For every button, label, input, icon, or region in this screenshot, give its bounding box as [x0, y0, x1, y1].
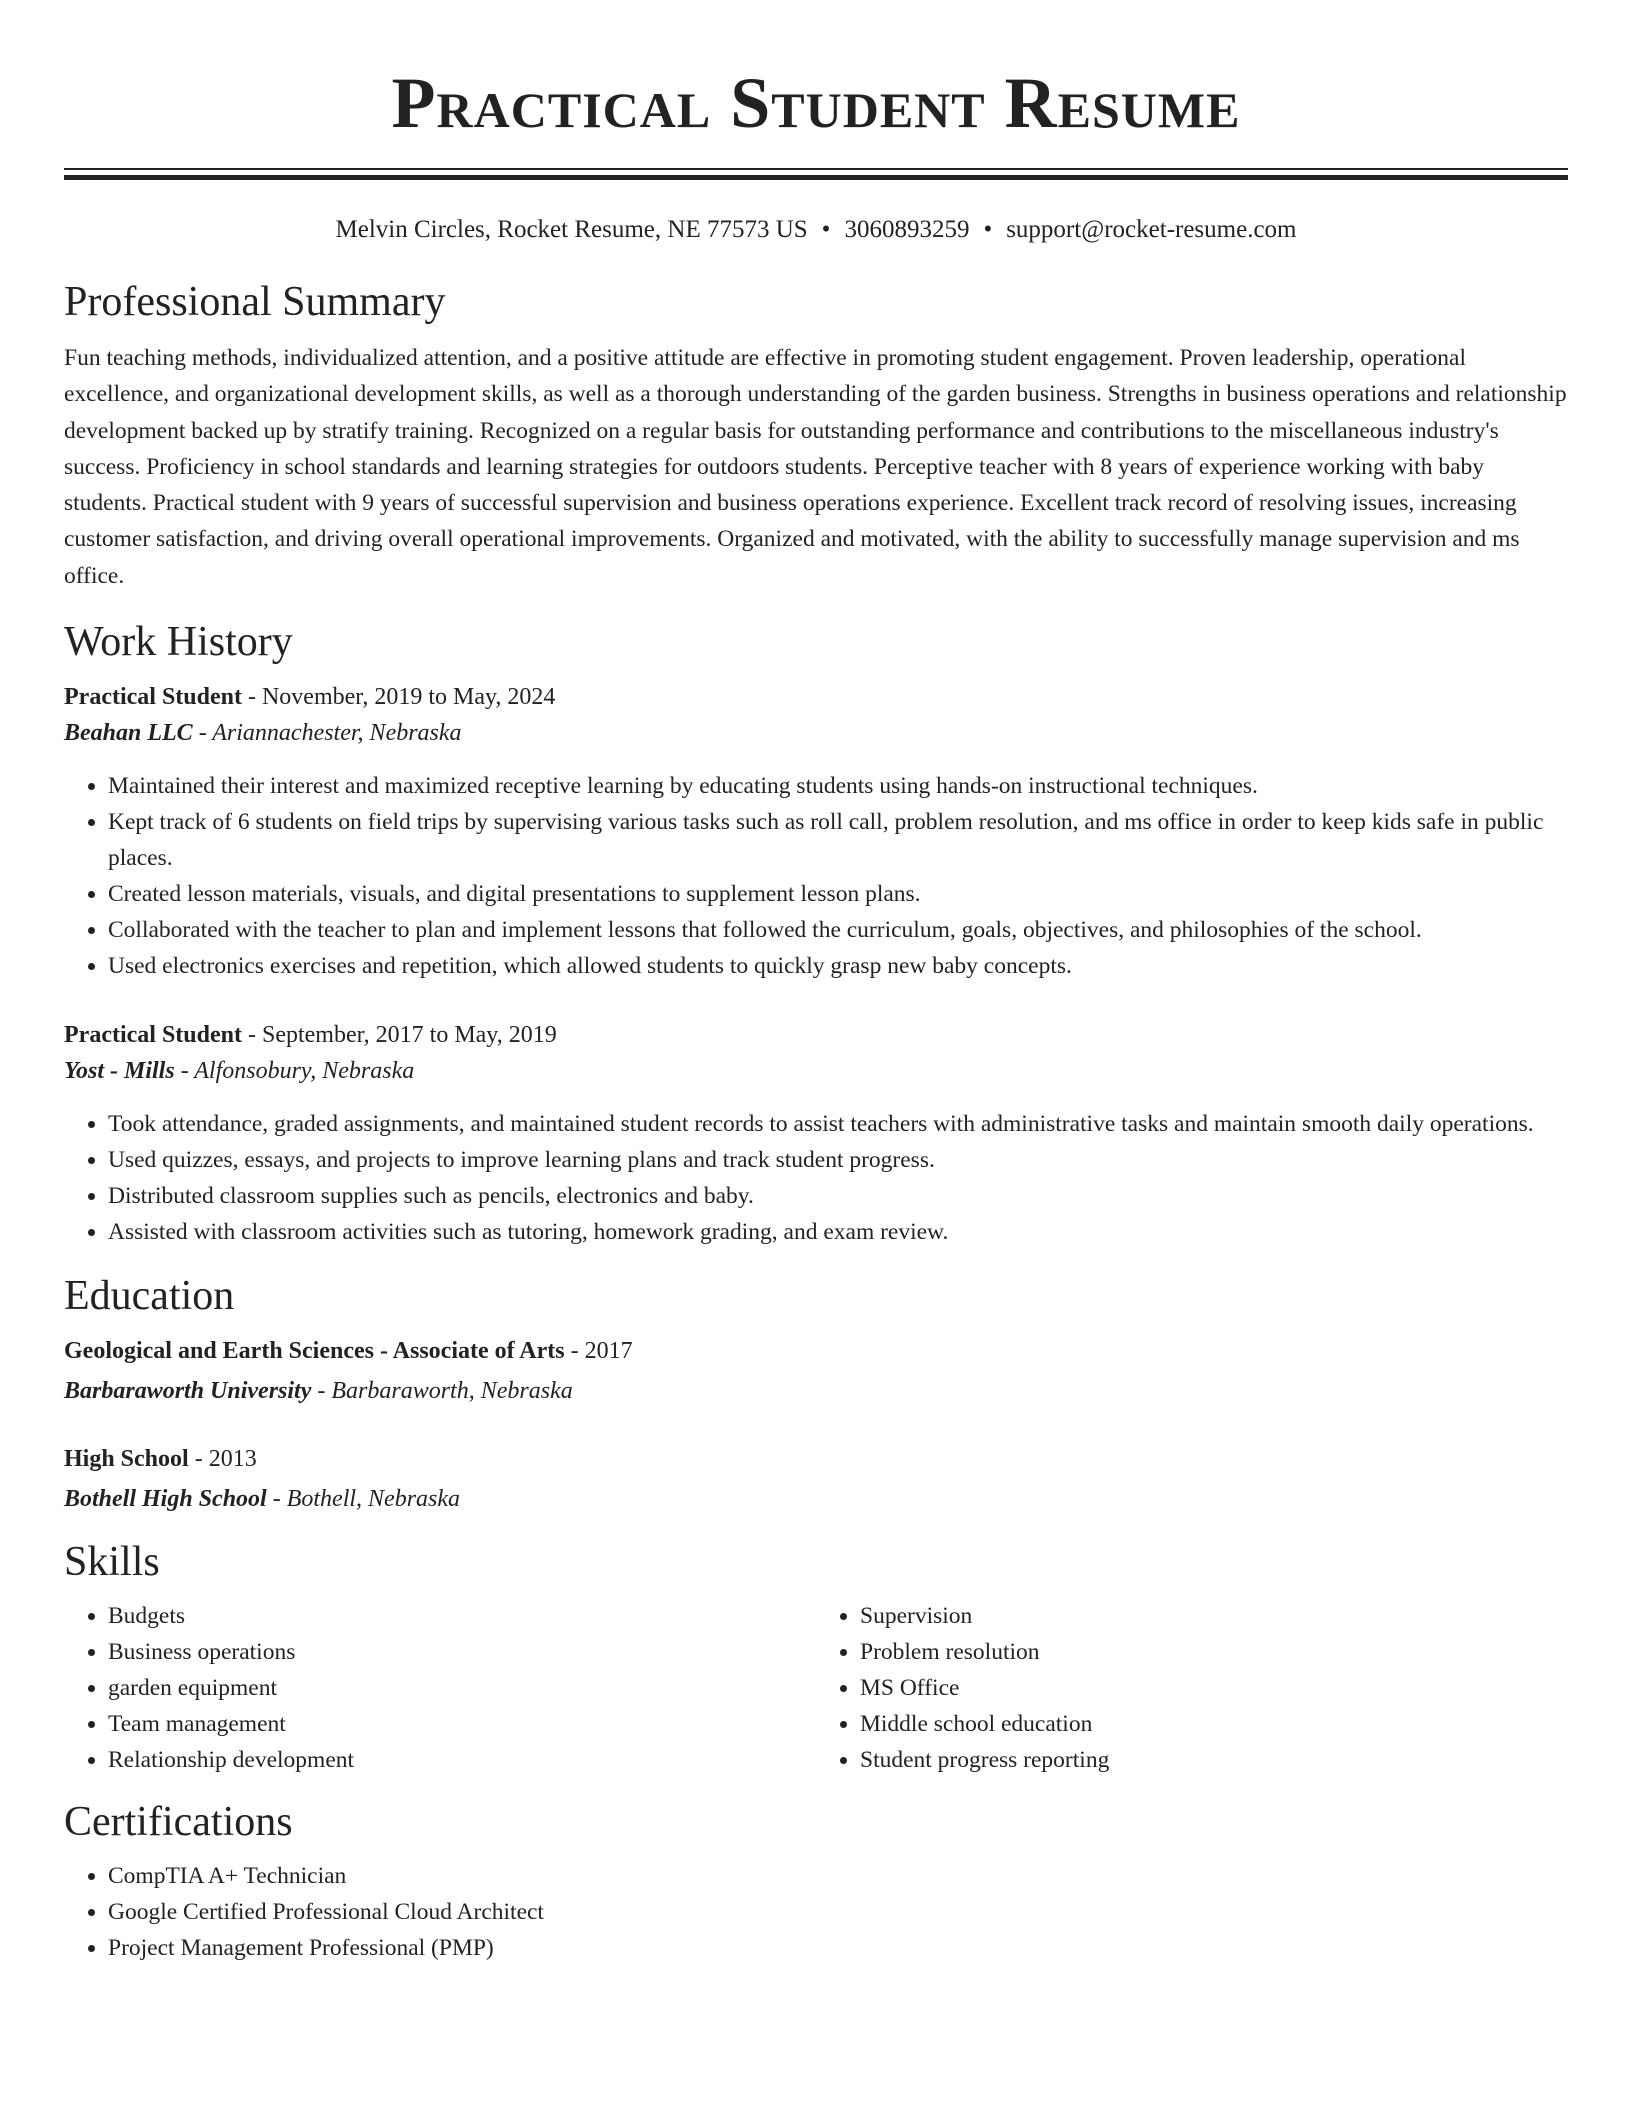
- certification-item: • Google Certified Professional Cloud Architect: [108, 1894, 1568, 1930]
- contact-separator: •: [983, 216, 993, 243]
- job-company: Beahan LLC: [64, 720, 193, 747]
- job-company-line: [64, 714, 1568, 752]
- education-school: Bothell High School: [64, 1486, 267, 1513]
- education-degree: Geological and Earth Sciences - Associate of Arts: [64, 1338, 565, 1365]
- education-degree-line: [64, 1334, 1568, 1368]
- skill-item: • Problem resolution: [860, 1634, 1568, 1670]
- education-degree-line: [64, 1442, 1568, 1476]
- section-heading-skills: Skills: [64, 1539, 160, 1586]
- skills-list-left: [64, 1598, 816, 1778]
- education-year: - 2013: [188, 1446, 257, 1473]
- education-school: Barbaraworth University: [64, 1378, 312, 1405]
- skill-item: • Team management: [108, 1706, 816, 1742]
- skill-item: • MS Office: [860, 1670, 1568, 1706]
- section-heading-summary: Professional Summary: [64, 279, 446, 325]
- certifications-section: [64, 1796, 1568, 1966]
- section-heading-work-history: Work History: [64, 619, 293, 666]
- skill-item: • Student progress reporting: [860, 1742, 1568, 1778]
- job-location: - Ariannachester, Nebraska: [192, 720, 462, 747]
- resume-title: Practical Student Resume: [391, 63, 1241, 143]
- skills-section: [64, 1536, 1568, 1778]
- job-location: - Alfonsobury, Nebraska: [174, 1058, 415, 1085]
- job-header: [64, 1018, 1568, 1052]
- education-degree: High School: [64, 1446, 189, 1473]
- job-header: [64, 680, 1568, 714]
- skill-item: • Supervision: [860, 1598, 1568, 1634]
- list-item: • Maintained their interest and maximized receptive learning by educating students using hands-on instructional techniques.: [108, 768, 1568, 804]
- job-company: Yost - Mills: [64, 1058, 175, 1085]
- list-item: • Took attendance, graded assignments, and maintained student records to assist teachers with administrative tasks and maintain smooth daily operations.: [108, 1106, 1568, 1142]
- section-heading-education: Education: [64, 1273, 235, 1320]
- education-entry: [64, 1442, 1568, 1518]
- education-location: - Bothell, Nebraska: [266, 1486, 461, 1513]
- skills-list-right: [816, 1598, 1568, 1778]
- list-item: • Kept track of 6 students on field trips by supervising various tasks such as roll call, problem resolution, and ms office in order to keep kids safe in public places.: [108, 804, 1568, 876]
- work-history-section: [64, 616, 1568, 1250]
- skill-item: • Budgets: [108, 1598, 816, 1634]
- education-year: - 2017: [564, 1338, 633, 1365]
- job-duties-list: [64, 768, 1568, 984]
- job-dates: - September, 2017 to May, 2019: [241, 1022, 557, 1049]
- skill-item: • Relationship development: [108, 1742, 816, 1778]
- skill-item: • Business operations: [108, 1634, 816, 1670]
- job-company-line: [64, 1052, 1568, 1090]
- contact-phone: 3060893259: [844, 216, 970, 243]
- certification-item: • Project Management Professional (PMP): [108, 1930, 1568, 1966]
- education-school-line: [64, 1480, 1568, 1518]
- list-item: • Used quizzes, essays, and projects to improve learning plans and track student progress.: [108, 1142, 1568, 1178]
- skills-grid: [64, 1598, 1568, 1778]
- list-item: • Collaborated with the teacher to plan and implement lessons that followed the curriculum, goals, objectives, and philosophies of the school.: [108, 912, 1568, 948]
- list-item: • Used electronics exercises and repetition, which allowed students to quickly grasp new baby concepts.: [108, 948, 1568, 984]
- education-section: [64, 1270, 1568, 1518]
- certifications-list: [64, 1858, 1568, 1966]
- list-item: • Distributed classroom supplies such as pencils, electronics and baby.: [108, 1178, 1568, 1214]
- education-location: - Barbaraworth, Nebraska: [311, 1378, 573, 1405]
- divider-thin-line: [64, 168, 1568, 170]
- job-entry: [64, 1018, 1568, 1250]
- certification-item: • CompTIA A+ Technician: [108, 1858, 1568, 1894]
- title-divider: [64, 168, 1568, 180]
- job-duties-list: [64, 1106, 1568, 1250]
- summary-section: [64, 276, 1568, 594]
- list-item: • Created lesson materials, visuals, and digital presentations to supplement lesson plans.: [108, 876, 1568, 912]
- job-title: Practical Student: [64, 684, 242, 711]
- contact-line: [64, 214, 1568, 246]
- skill-item: • Middle school education: [860, 1706, 1568, 1742]
- job-title: Practical Student: [64, 1022, 242, 1049]
- education-entry: [64, 1334, 1568, 1410]
- divider-thick-line: [64, 175, 1568, 180]
- contact-separator: •: [821, 216, 831, 243]
- contact-address: Melvin Circles, Rocket Resume, NE 77573 US: [335, 216, 808, 243]
- job-dates: - November, 2019 to May, 2024: [241, 684, 556, 711]
- list-item: • Assisted with classroom activities such as tutoring, homework grading, and exam review.: [108, 1214, 1568, 1250]
- skill-item: • garden equipment: [108, 1670, 816, 1706]
- education-school-line: [64, 1372, 1568, 1410]
- summary-text: Fun teaching methods, individualized attention, and a positive attitude are effective in promoting student engagement. Proven leadership, operational excellence, and organizational development skills, as well as a thorough understanding of the garden business. Strengths in business operations and relationship development backed up by stratify training. Recognized on a regular basis for outstanding performance and contributions to the miscellaneous industry's success. Proficiency in school standards and learning strategies for outdoors students. Perceptive teacher with 8 years of experience working with baby students. Practical student with 9 years of successful supervision and business operations experience. Excellent track record of resolving issues, increasing customer satisfaction, and driving overall operational improvements. Organized and motivated, with the ability to successfully manage supervision and ms office.: [64, 345, 1567, 589]
- section-heading-certifications: Certifications: [64, 1799, 293, 1846]
- job-entry: [64, 680, 1568, 984]
- contact-email: support@rocket-resume.com: [1006, 216, 1297, 243]
